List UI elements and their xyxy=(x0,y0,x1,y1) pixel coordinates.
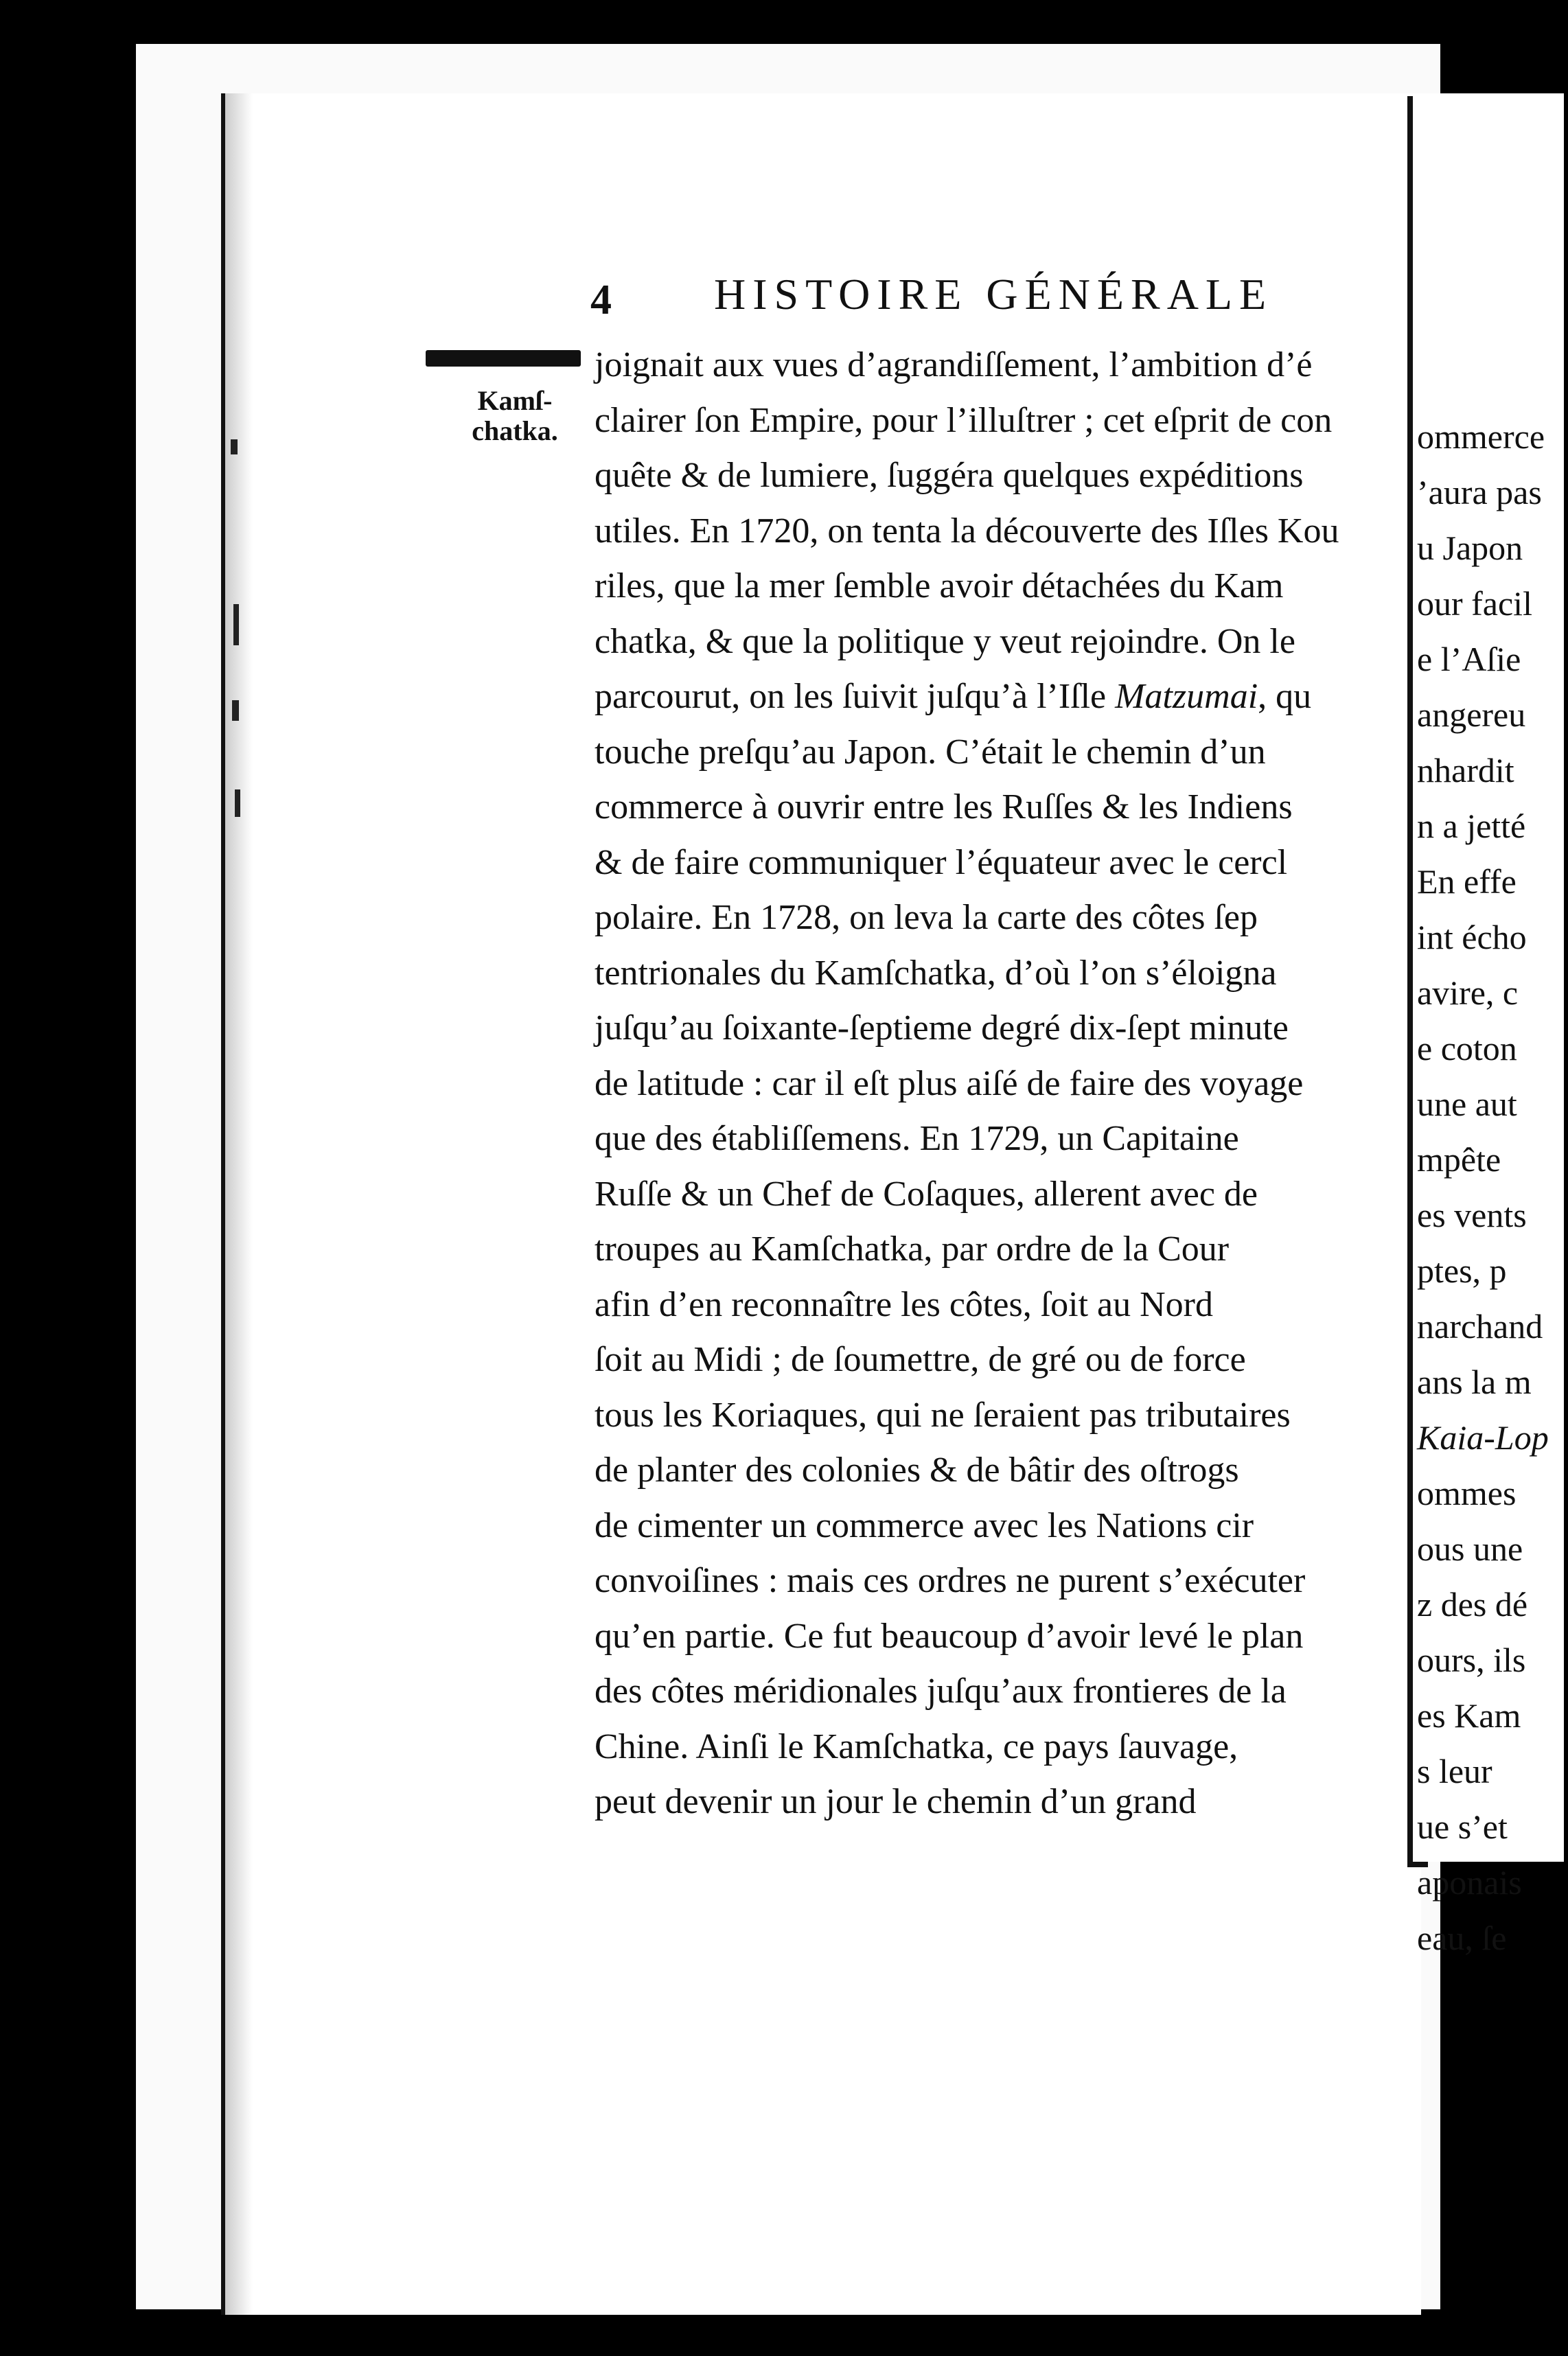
running-title: HISTOIRE GÉNÉRALE xyxy=(714,270,1273,319)
text-line: Chine. Ainſi le Kamſchatka, ce pays ſauvage, xyxy=(595,1726,1238,1766)
right-text-line: ans la m xyxy=(1417,1363,1532,1401)
right-text-line: es vents xyxy=(1417,1196,1527,1234)
text-line: utiles. En 1720, on tenta la découverte des Iſles Kou xyxy=(595,511,1339,551)
text-line: riles, que la mer ſemble avoir détachées du Kam xyxy=(595,566,1284,605)
text-line: clairer ſon Empire, pour l’illuſtrer ; cet eſprit de con xyxy=(595,400,1333,440)
text-line: polaire. En 1728, on leva la carte des côtes ſep xyxy=(595,898,1258,937)
text-line: quête & de lumiere, ſuggéra quelques expéditions xyxy=(595,456,1304,495)
right-text-line: narchand xyxy=(1417,1307,1543,1346)
right-text-line: ommes xyxy=(1417,1474,1517,1512)
right-text-line: n a jetté xyxy=(1417,807,1526,845)
margin-note-line: Kamſ- xyxy=(477,385,553,416)
right-text-line: ’aura pas xyxy=(1417,473,1542,511)
right-text-line: ours, ils xyxy=(1417,1641,1526,1679)
margin-rule xyxy=(426,350,581,367)
place-name: Matzumai xyxy=(1115,677,1258,716)
margin-note xyxy=(446,386,584,446)
text-line: tous les Koriaques, qui ne ſeraient pas tributaires xyxy=(595,1395,1291,1435)
text-line: commerce à ouvrir entre les Ruſſes & les Indiens xyxy=(595,787,1293,827)
text-line: ſoit au Midi ; de ſoumettre, de gré ou de force xyxy=(595,1340,1246,1379)
text-line: Ruſſe & un Chef de Coſaques, allerent avec de xyxy=(595,1174,1258,1214)
right-text-line: aponais xyxy=(1417,1863,1522,1902)
text-line: que des établiſſemens. En 1729, un Capitaine xyxy=(595,1119,1239,1158)
scan-mark xyxy=(232,700,239,721)
right-text-line: ptes, p xyxy=(1417,1251,1507,1290)
right-text-line: our facil xyxy=(1417,584,1532,623)
right-text-line: e l’Aſie xyxy=(1417,640,1521,678)
right-text-line: Kaia-Lop xyxy=(1417,1418,1549,1457)
margin-note-line: chatka. xyxy=(472,415,558,446)
right-page xyxy=(1413,93,1564,1957)
text-line-start: parcourut, on les ſuivit juſqu’à l’Iſle xyxy=(595,677,1107,716)
right-text-line: ue s’et xyxy=(1417,1808,1508,1846)
right-text-line: s leur xyxy=(1417,1752,1492,1790)
right-text-line: z des dé xyxy=(1417,1585,1528,1624)
text-line: afin d’en reconnaître les côtes, ſoit au Nord xyxy=(595,1284,1213,1324)
page-number: 4 xyxy=(590,277,612,323)
text-line-end: , qu xyxy=(1258,677,1312,716)
right-text-line: ous une xyxy=(1417,1529,1523,1568)
body-text xyxy=(595,338,1411,1834)
text-line: de planter des colonies & de bâtir des oſtrogs xyxy=(595,1451,1239,1490)
right-text-line: u Japon xyxy=(1417,529,1523,567)
right-text-line: mpête xyxy=(1417,1140,1501,1179)
right-text-line: une aut xyxy=(1417,1085,1517,1123)
text-line: peut devenir un jour le chemin d’un grand xyxy=(595,1782,1197,1821)
right-text-line: nhardit xyxy=(1417,751,1514,789)
text-line: de latitude : car il eſt plus aiſé de faire des voyage xyxy=(595,1063,1304,1103)
scan-mark xyxy=(233,604,239,645)
text-line: touche preſqu’au Japon. C’était le chemin d’un xyxy=(595,732,1266,772)
right-text-line: ommerce xyxy=(1417,417,1545,456)
page-edge-shade xyxy=(225,93,253,2315)
right-text-line: En effe xyxy=(1417,862,1517,901)
text-line xyxy=(595,669,1411,725)
scan-mark xyxy=(231,439,238,454)
text-line: juſqu’au ſoixante-ſeptieme degré dix-ſept minute xyxy=(595,1008,1289,1048)
text-line: joignait aux vues d’agrandiſſement, l’ambition d’é xyxy=(595,345,1313,384)
right-text-line: angereu xyxy=(1417,695,1526,734)
text-line: troupes au Kamſchatka, par ordre de la Cour xyxy=(595,1229,1230,1269)
text-line: convoiſines : mais ces ordres ne purent s’exécuter xyxy=(595,1561,1306,1600)
right-text-line: es Kam xyxy=(1417,1696,1521,1735)
text-line: & de faire communiquer l’équateur avec le cercl xyxy=(595,842,1288,882)
right-text-line: avire, c xyxy=(1417,973,1519,1012)
text-line: tentrionales du Kamſchatka, d’où l’on s’éloigna xyxy=(595,953,1277,993)
scan-mark xyxy=(235,789,240,817)
text-line: de cimenter un commerce avec les Nations cir xyxy=(595,1505,1254,1545)
right-text-line: int écho xyxy=(1417,918,1527,956)
text-line: chatka, & que la politique y veut rejoindre. On le xyxy=(595,621,1295,661)
right-text-line: eau, ſe xyxy=(1417,1919,1507,1957)
right-page-text xyxy=(1417,409,1568,1966)
text-line: qu’en partie. Ce fut beaucoup d’avoir levé le plan xyxy=(595,1616,1304,1656)
text-line: des côtes méridionales juſqu’aux frontieres de la xyxy=(595,1672,1287,1711)
running-head xyxy=(590,269,1387,331)
right-text-line: e coton xyxy=(1417,1029,1517,1067)
